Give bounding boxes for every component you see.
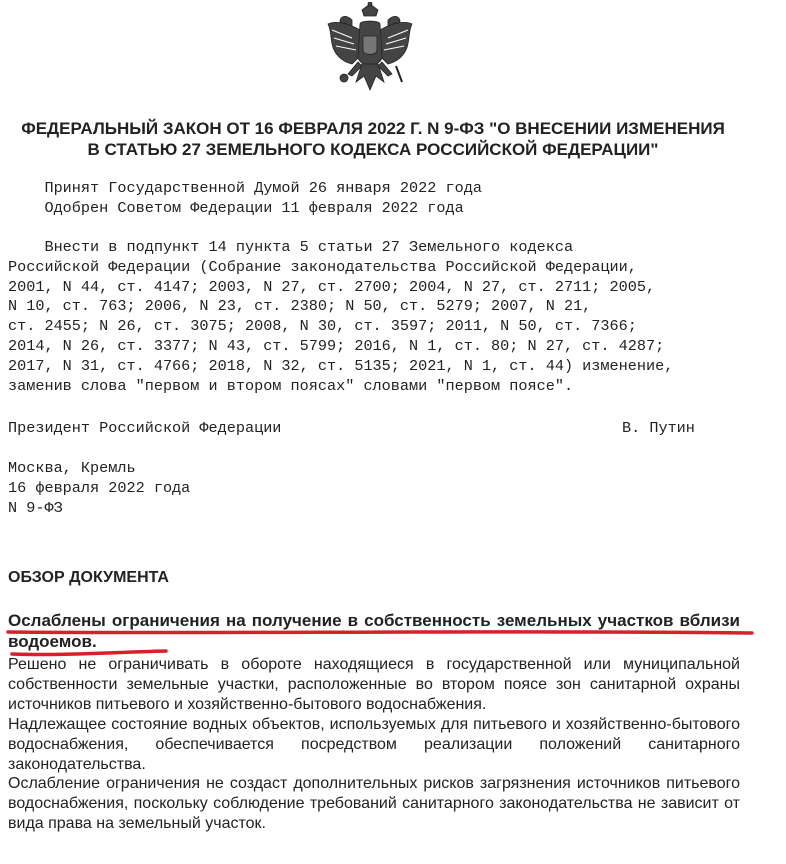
law-body-line: Российской Федерации (Собрание законодательства Российской Федерации, xyxy=(8,257,637,276)
law-title-line-1: ФЕДЕРАЛЬНЫЙ ЗАКОН ОТ 16 ФЕВРАЛЯ 2022 Г. N 9-ФЗ "О ВНЕСЕНИИ ИЗМЕНЕНИЯ xyxy=(21,119,725,138)
law-number: N 9-ФЗ xyxy=(8,498,63,517)
law-body-line: 2017, N 31, ст. 4766; 2018, N 32, ст. 5135; 2021, N 1, ст. 44) изменение, xyxy=(8,356,674,375)
law-title-line-2: В СТАТЬЮ 27 ЗЕМЕЛЬНОГО КОДЕКСА РОССИЙСКОЙ ФЕДЕРАЦИИ" xyxy=(87,140,659,159)
law-title xyxy=(0,118,746,160)
review-headline: Ослаблены ограничения на получение в собственность земельных участков вблизи водоемов. xyxy=(8,611,740,651)
law-body xyxy=(8,238,673,396)
review-paragraph: Надлежащее состояние водных объектов, используемых для питьевого и хозяйственно-бытового водоснабжения, обеспечивается посредством реализации положений санитарного законодательства. xyxy=(8,715,740,773)
place-date-block xyxy=(8,459,190,518)
adopted-by-duma: Принят Государственной Думой 26 января 2022 года xyxy=(8,179,482,197)
review-paragraph: Решено не ограничивать в обороте находящиеся в государственной или муниципальной собственности земельные участки, расположенные во втором поясе зон санитарной охраны источников питьевого и хозяйственно-бытового водоснабжения. xyxy=(8,656,740,713)
signer-name: В. Путин xyxy=(622,419,695,437)
law-body-line: ст. 2455; N 26, ст. 3075; 2008, N 30, ст. 3597; 2011, N 50, ст. 7366; xyxy=(8,317,637,336)
signer-position: Президент Российской Федерации xyxy=(8,419,282,437)
law-body-line: 2014, N 26, ст. 3377; N 43, ст. 5799; 2016, N 1, ст. 80; N 27, ст. 4287; xyxy=(8,336,665,355)
approved-by-federation-council: Одобрен Советом Федерации 11 февраля 2022 года xyxy=(8,198,464,217)
law-body-line: 2001, N 44, ст. 4147; 2003, N 27, ст. 2700; 2004, N 27, ст. 2711; 2005, xyxy=(8,277,656,296)
double-headed-eagle-emblem-icon xyxy=(322,2,418,96)
adoption-info xyxy=(8,179,482,219)
signing-place: Москва, Кремль xyxy=(8,459,136,477)
law-body-line: Внести в подпункт 14 пункта 5 статьи 27 Земельного кодекса xyxy=(8,238,574,256)
law-body-line: заменив слова "первом и втором поясах" словами "первом поясе". xyxy=(8,376,574,395)
review-paragraph: Ослабление ограничения не создаст дополнительных рисков загрязнения источников питьевого водоснабжения, поскольку соблюдение требований санитарного законодательства не зависит от вида права на земельный участок. xyxy=(8,775,740,833)
law-body-line: N 10, ст. 763; 2006, N 23, ст. 2380; N 50, ст. 5279; 2007, N 21, xyxy=(8,297,592,316)
document-review-heading: ОБЗОР ДОКУМЕНТА xyxy=(8,569,169,586)
review-body xyxy=(8,655,740,834)
signing-date: 16 февраля 2022 года xyxy=(8,478,191,497)
